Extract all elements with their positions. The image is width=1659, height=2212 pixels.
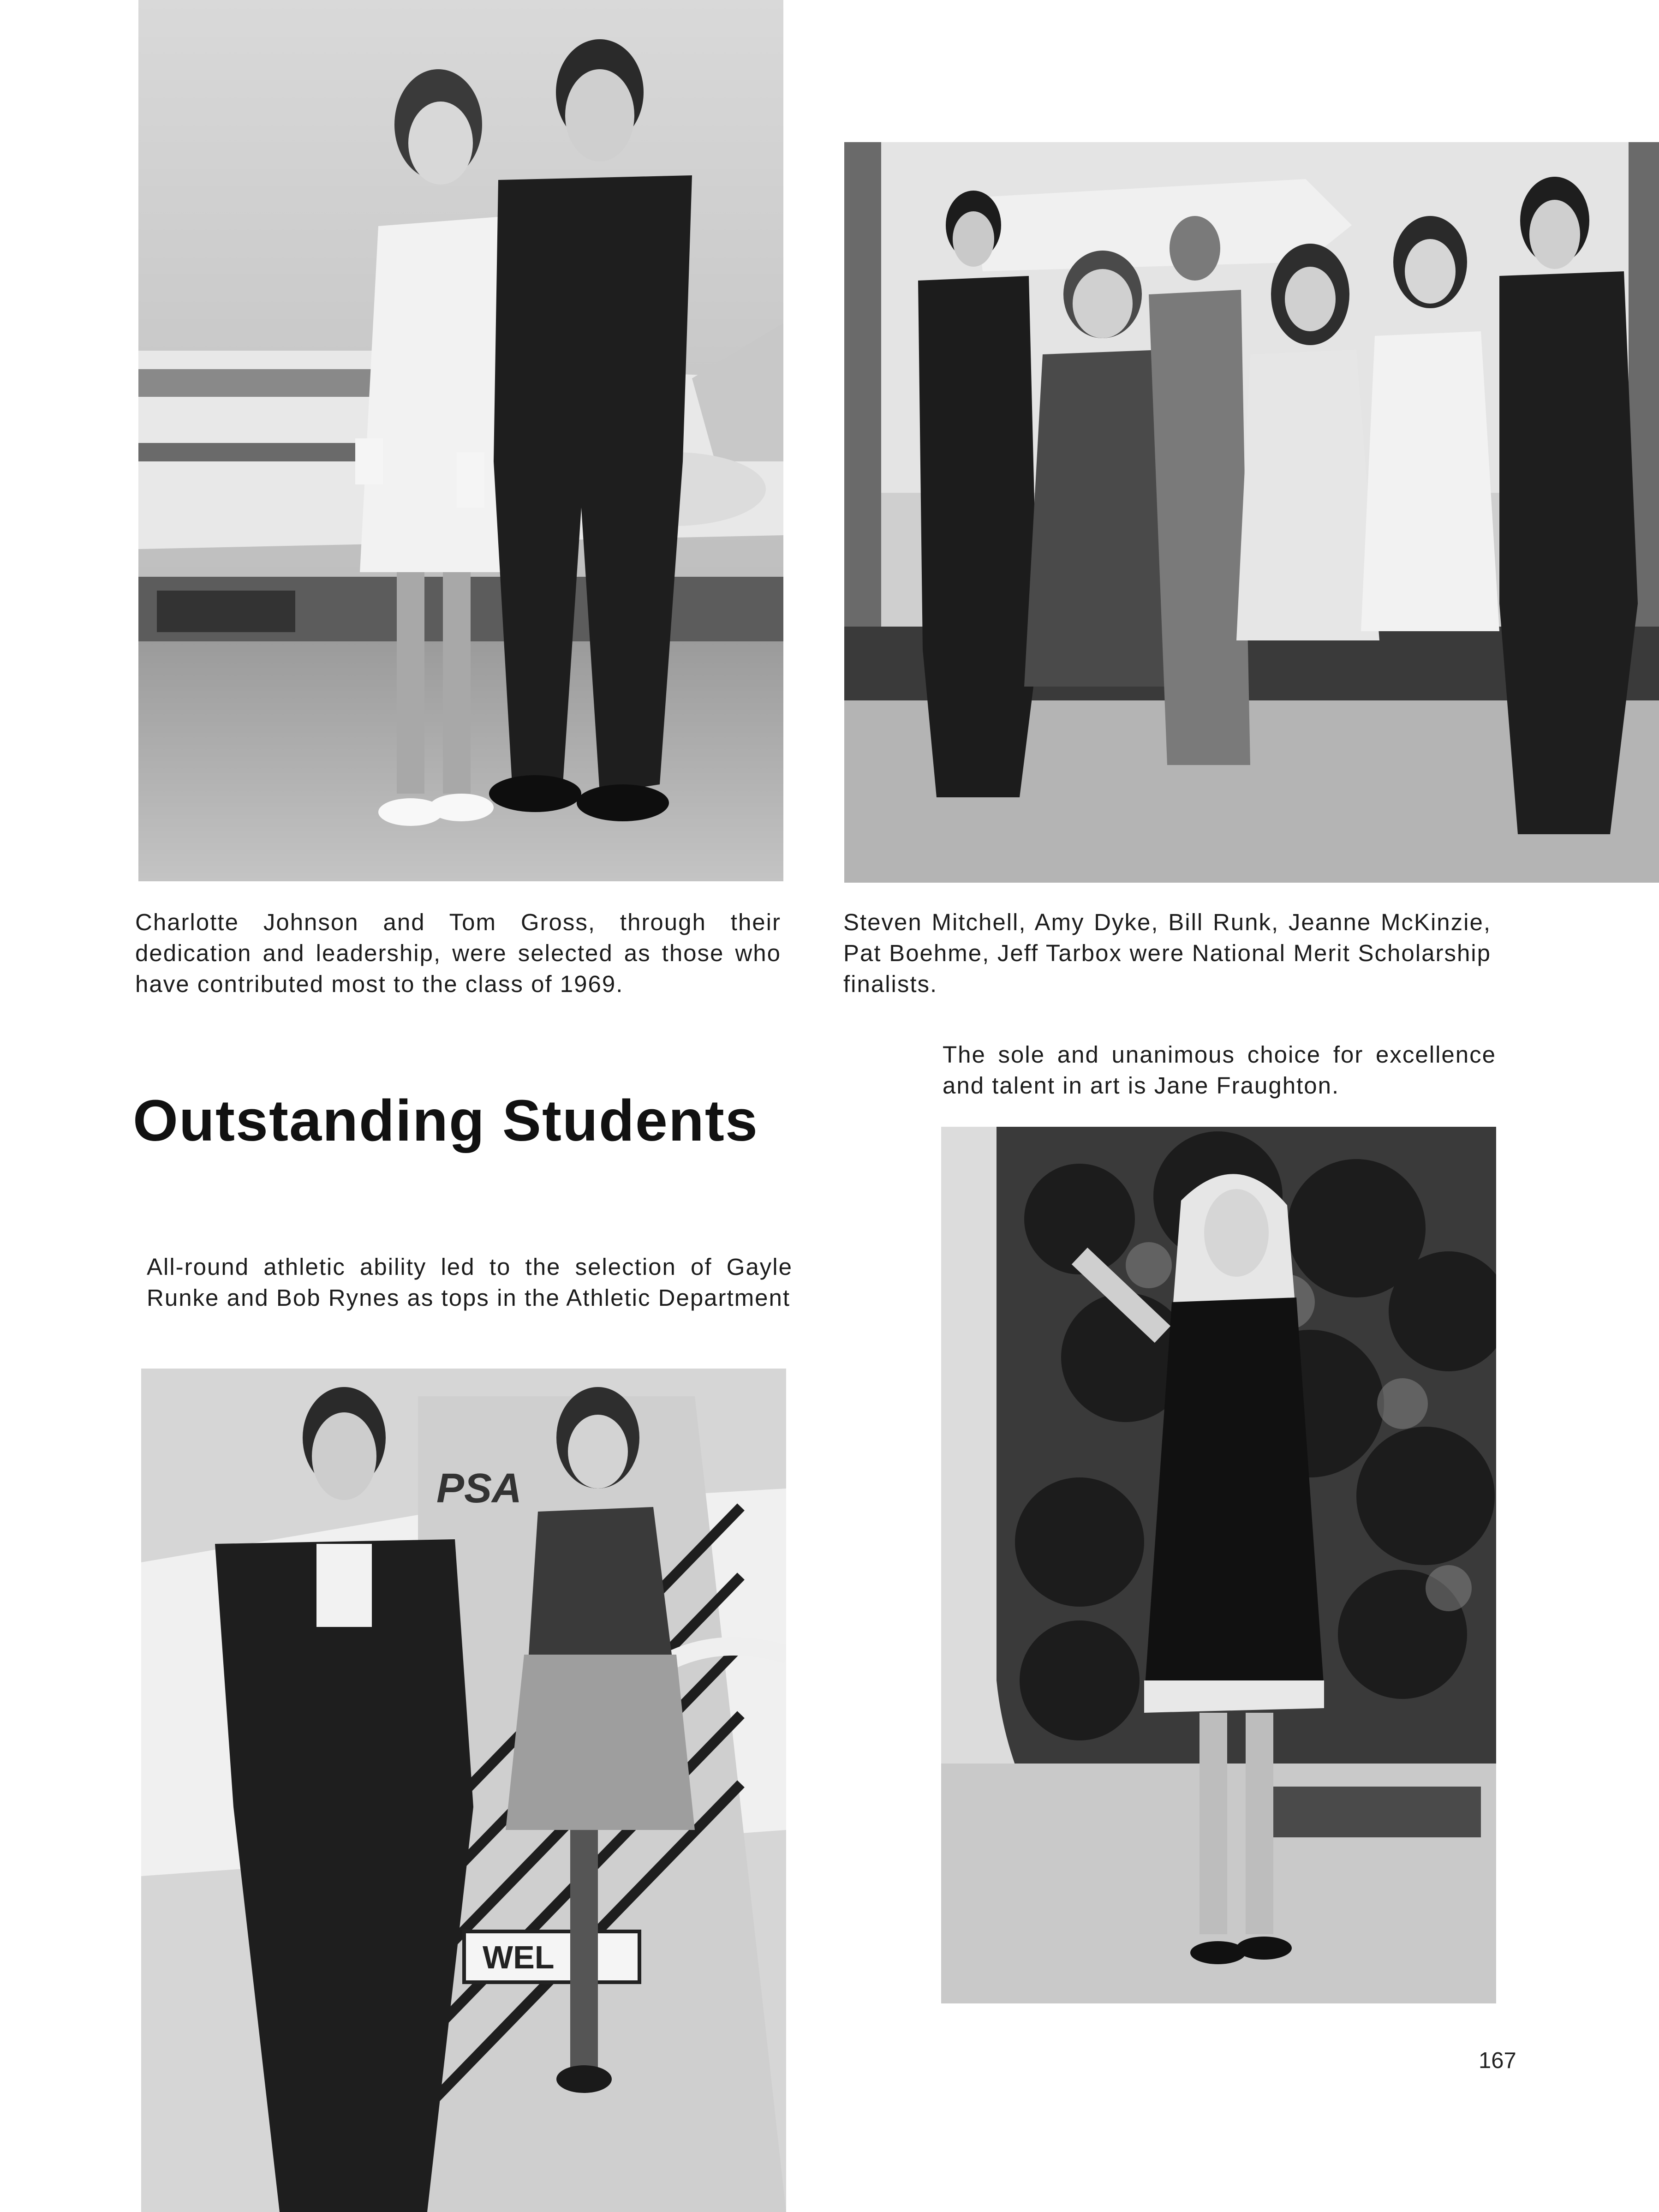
caption-merit-finalists: Steven Mitchell, Amy Dyke, Bill Runk, Jeanne McKinzie, Pat Boehme, Jeff Tarbox were National Merit Scholarship finalists. [843, 909, 1491, 997]
caption-service-award: Charlotte Johnson and Tom Gross, through their dedication and leadership, were selected as those who have contributed most to the class of 1969. [135, 909, 781, 997]
photo-johnson-gross [138, 0, 783, 881]
plane-logo-text: PSA [436, 1465, 522, 1512]
stair-sign-text: WEL [483, 1939, 555, 1975]
photo-athletic-award [141, 1369, 786, 2212]
photo-merit-finalists [844, 142, 1659, 883]
page-number: 167 [1479, 2048, 1516, 2073]
caption-athletic-award: All-round athletic ability led to the selection of Gayle Runke and Bob Rynes as tops in the Athletic Department [147, 1254, 793, 1311]
page-title: Outstanding Students [133, 1088, 758, 1153]
photo-art-award [941, 1127, 1496, 2003]
caption-art-award: The sole and unanimous choice for excellence and talent in art is Jane Fraughton. [943, 1041, 1496, 1099]
